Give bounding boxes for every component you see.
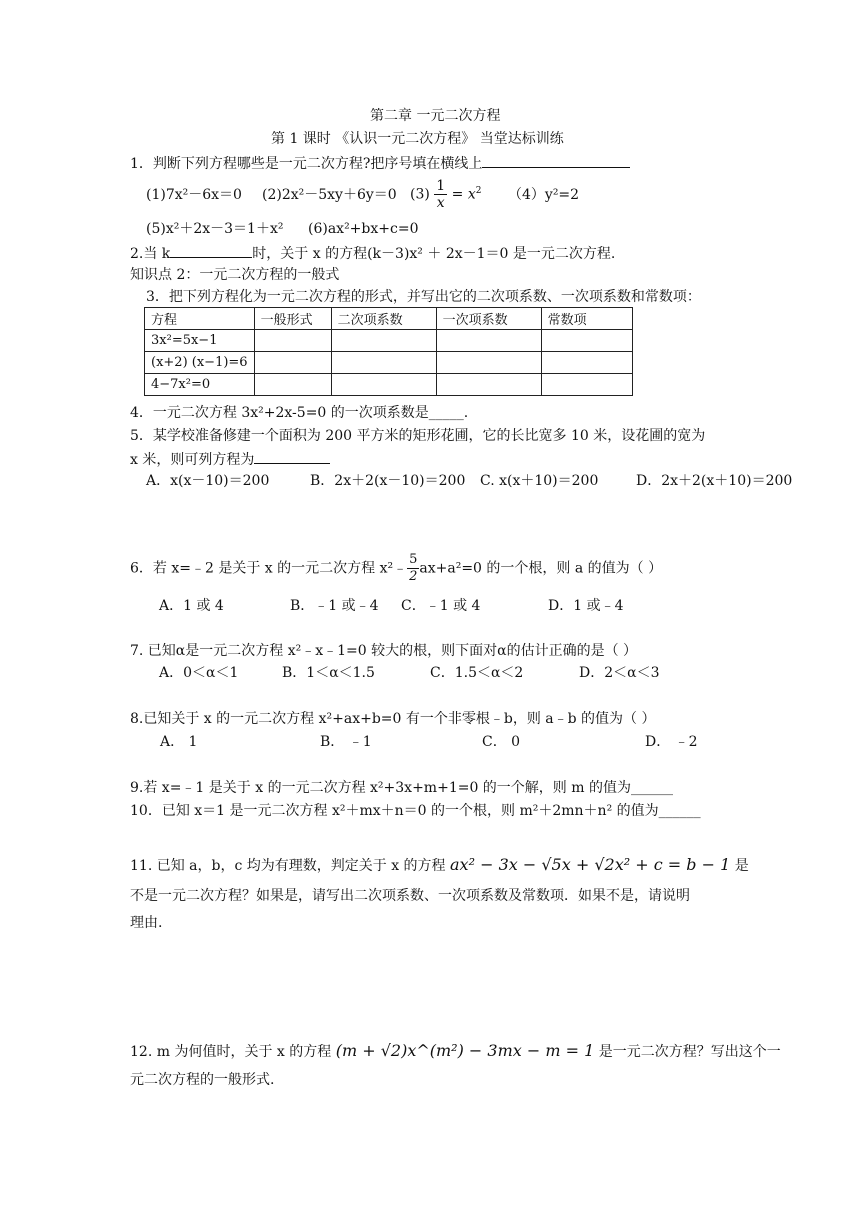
q11-equation: ax² − 3x − √5x + √2x² + c = b − 1 [450,855,731,874]
fraction-numerator: 5 [409,552,418,567]
table-header-row [145,308,633,330]
table-cell-blank[interactable] [331,330,436,352]
q1-option-6: (6)ax²+bx+c=0 [308,221,419,237]
q1-option-1: (1)7x²－6x＝0 [146,187,242,203]
fraction-denominator: x [436,195,445,211]
q12-equation: (m + √2)x^(m²) − 3mx − m = 1 [335,1041,595,1060]
table-cell-equation: 4−7x²=0 [145,374,255,396]
q1-option-5: (5)x²＋2x－3＝1＋x² [146,221,284,237]
table-row [145,374,633,396]
table-cell-blank[interactable] [254,352,331,374]
table-cell-blank[interactable] [541,374,632,396]
table-header: 二次项系数 [331,308,436,330]
q8-option-c: C． 0 [482,734,521,750]
q4-text: 4．一元二次方程 3x²+2x-5=0 的一次项系数是_____. [130,405,469,421]
q7-option-c: C．1.5＜α＜2 [430,665,524,681]
q3-text: 3．把下列方程化为一元二次方程的形式，并写出它的二次项系数、一次项系数和常数项： [146,289,701,305]
table-row [145,352,633,374]
fraction-denominator: 2 [409,569,418,584]
q3-table [144,307,633,396]
q5-line1: 5．某学校准备修建一个面积为 200 平方米的矩形花圃，它的长比宽多 10 米，设花圃的宽为 [130,428,706,444]
q8-option-b: B． ﹣1 [320,734,372,750]
table-header: 方程 [145,308,255,330]
q1-text: 1．判断下列方程哪些是一元二次方程?把序号填在横线上 [130,153,630,173]
q1-option-4: （4）y²=2 [508,187,580,203]
q8-text: 8.已知关于 x 的一元二次方程 x²+ax+b=0 有一个非零根﹣b，则 a﹣b 的值为（ ） [130,711,656,727]
q1-answer-blank[interactable] [482,153,630,168]
q10-text: 10．已知 x＝1 是一元二次方程 x²＋mx＋n＝0 的一个根，则 m²＋2mn＋n² 的值为______ [130,803,701,819]
q2-text: 2.当 k 时，关于 x 的方程(k－3)x² ＋ 2x－1＝0 是一元二次方程. [130,243,615,263]
q11-line1: 11. 已知 a，b，c 均为有理数，判定关于 x 的方程 ax² − 3x − √5x + √2x² + c = b − 1 是 [130,855,749,874]
q6-text: 6．若 x=﹣2 是关于 x 的一元二次方程 x²﹣ $\frac{5}{2}$ ax+a²=0 的一个根，则 a 的值为（ ） [130,552,663,584]
page-title: 第二章 一元二次方程 [370,108,501,124]
q11-line2: 不是一元二次方程？如果是，请写出二次项系数、一次项系数及常数项．如果不是，请说明 [130,888,690,904]
page-subtitle: 第 1 课时 《认识一元二次方程》 当堂达标训练 [271,131,564,147]
table-cell-blank[interactable] [436,374,541,396]
q6-option-d: D．1 或﹣4 [548,598,624,614]
q1-option-2: (2)2x²－5xy＋6y＝0 [262,187,397,203]
table-cell-equation: 3x²=5x−1 [145,330,255,352]
q6-option-b: B．﹣1 或﹣4 [290,598,379,614]
table-cell-blank[interactable] [541,352,632,374]
q7-text: 7. 已知α是一元二次方程 x²﹣x﹣1=0 较大的根，则下面对α的估计正确的是（ ） [130,643,638,659]
table-cell-blank[interactable] [254,330,331,352]
table-header: 常数项 [541,308,632,330]
q1-option-3-label: (3) [410,186,430,203]
q5-option-c: C. x(x＋10)＝200 [480,473,599,489]
q7-option-a: A．0＜α＜1 [159,665,239,681]
q12-line2: 元二次方程的一般形式. [130,1072,275,1088]
table-header: 一次项系数 [436,308,541,330]
table-cell-blank[interactable] [254,374,331,396]
q5-option-b: B．2x＋2(x－10)＝200 [310,473,466,489]
q8-option-a: A． 1 [160,734,198,750]
q1-option-3-rhs: = x [451,186,476,203]
table-cell-blank[interactable] [331,352,436,374]
table-cell-equation: (x+2) (x−1)=6 [145,352,255,374]
table-header: 一般形式 [254,308,331,330]
q11-line3: 理由. [130,915,163,931]
knowledge-point-2: 知识点 2：一元二次方程的一般式 [130,267,340,283]
q6-option-c: C．﹣1 或 4 [401,598,481,614]
table-cell-blank[interactable] [436,330,541,352]
q5-option-d: D．2x＋2(x＋10)＝200 [636,473,793,489]
q5-line2: x 米，则可列方程为 [130,449,330,469]
q2-answer-blank[interactable] [170,243,252,258]
q9-text: 9.若 x=﹣1 是关于 x 的一元二次方程 x²+3x+m+1=0 的一个解，则 m 的值为______ [130,780,673,796]
q7-option-d: D．2＜α＜3 [579,665,660,681]
q12-line1: 12. m 为何值时，关于 x 的方程 (m + √2)x^(m²) − 3mx − m = 1 是一元二次方程？写出这个一 [130,1041,781,1060]
q7-option-b: B．1＜α＜1.5 [282,665,375,681]
q6-option-a: A．1 或 4 [159,598,224,614]
q5-answer-blank[interactable] [254,449,330,464]
table-cell-blank[interactable] [436,352,541,374]
q6-fraction [407,552,419,585]
table-row [145,330,633,352]
q5-option-a: A．x(x－10)＝200 [146,473,270,489]
fraction-numerator: 1 [436,178,446,194]
q1-option-3: (3) $\frac{1}{x}$ = $x^2$ [410,178,482,211]
q1-option-3-fraction [434,178,447,211]
q8-option-d: D． ﹣2 [645,734,698,750]
table-cell-blank[interactable] [331,374,436,396]
table-cell-blank[interactable] [541,330,632,352]
